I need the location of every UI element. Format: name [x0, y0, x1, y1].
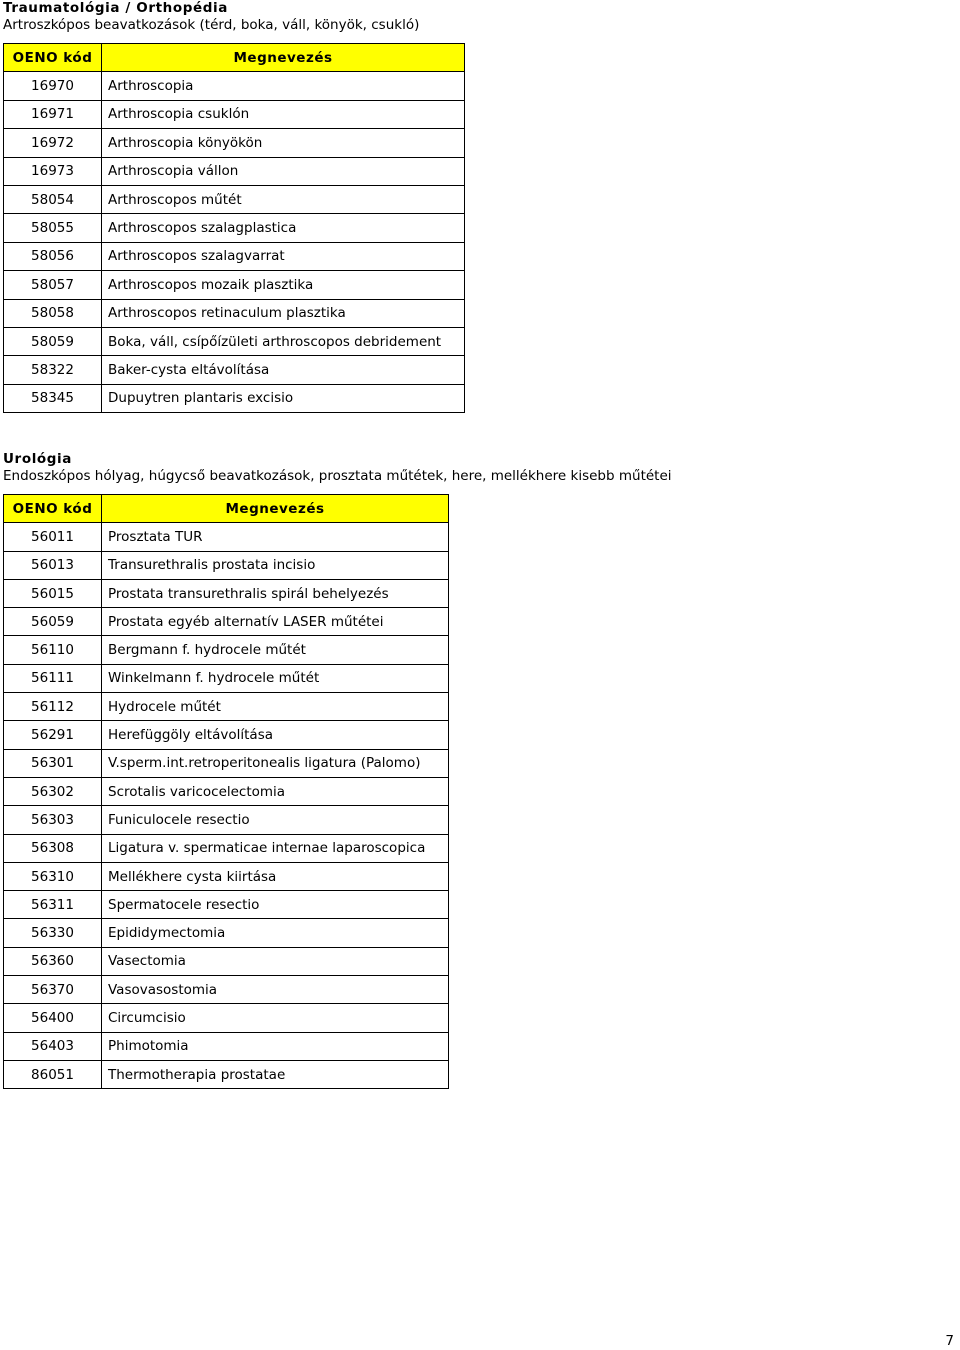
- table-header-row: [4, 44, 465, 72]
- section-traumatologia: [3, 0, 465, 413]
- row-code: 56011: [4, 523, 102, 551]
- row-code: 58322: [4, 356, 102, 384]
- row-code: 56311: [4, 891, 102, 919]
- row-name: Arthroscopos szalagvarrat: [102, 242, 465, 270]
- row-code: 56310: [4, 862, 102, 890]
- row-code: 58054: [4, 185, 102, 213]
- row-code: 56302: [4, 777, 102, 805]
- table-row: [4, 1060, 449, 1088]
- row-code: 56291: [4, 721, 102, 749]
- table-row: [4, 777, 449, 805]
- row-name: Boka, váll, csípőízületi arthroscopos debridement: [102, 327, 465, 355]
- table-row: [4, 384, 465, 412]
- row-name: Prosztata TUR: [102, 523, 449, 551]
- row-code: 56370: [4, 976, 102, 1004]
- table-row: [4, 862, 449, 890]
- table-row: [4, 579, 449, 607]
- row-name: Vasectomia: [102, 947, 449, 975]
- table-row: [4, 976, 449, 1004]
- table-row: [4, 721, 449, 749]
- table-row: [4, 299, 465, 327]
- row-name: Baker-cysta eltávolítása: [102, 356, 465, 384]
- procedures-table: [3, 43, 465, 413]
- table-row: [4, 100, 465, 128]
- row-name: Mellékhere cysta kiirtása: [102, 862, 449, 890]
- page-number: 7: [945, 1333, 954, 1349]
- section-title: Traumatológia / Orthopédia: [3, 0, 228, 16]
- row-code: 56015: [4, 579, 102, 607]
- table-row: [4, 214, 465, 242]
- row-code: 16972: [4, 129, 102, 157]
- table-row: [4, 806, 449, 834]
- row-code: 56400: [4, 1004, 102, 1032]
- table-header-row: [4, 495, 449, 523]
- table-row: [4, 72, 465, 100]
- section-title: Urológia: [3, 451, 72, 467]
- row-name: Hydrocele műtét: [102, 693, 449, 721]
- row-name: Arthroscopos szalagplastica: [102, 214, 465, 242]
- row-name: Funiculocele resectio: [102, 806, 449, 834]
- table-row: [4, 834, 449, 862]
- row-name: Prostata transurethralis spirál behelyezés: [102, 579, 449, 607]
- column-header-name: Megnevezés: [102, 44, 465, 72]
- row-code: 16970: [4, 72, 102, 100]
- row-name: Circumcisio: [102, 1004, 449, 1032]
- row-name: Scrotalis varicocelectomia: [102, 777, 449, 805]
- table-row: [4, 891, 449, 919]
- row-name: Arthroscopia könyökön: [102, 129, 465, 157]
- row-code: 56330: [4, 919, 102, 947]
- row-code: 16971: [4, 100, 102, 128]
- row-name: Bergmann f. hydrocele műtét: [102, 636, 449, 664]
- table-row: [4, 356, 465, 384]
- row-name: Vasovasostomia: [102, 976, 449, 1004]
- row-name: Prostata egyéb alternatív LASER műtétei: [102, 608, 449, 636]
- row-name: Herefüggöly eltávolítása: [102, 721, 449, 749]
- row-code: 56111: [4, 664, 102, 692]
- table-row: [4, 551, 449, 579]
- row-code: 56013: [4, 551, 102, 579]
- table-row: [4, 636, 449, 664]
- table-row: [4, 693, 449, 721]
- table-row: [4, 523, 449, 551]
- row-code: 56059: [4, 608, 102, 636]
- section-subtitle: Artroszkópos beavatkozások (térd, boka, váll, könyök, csukló): [3, 17, 420, 33]
- row-name: V.sperm.int.retroperitonealis ligatura (Palomo): [102, 749, 449, 777]
- table-row: [4, 242, 465, 270]
- row-name: Phimotomia: [102, 1032, 449, 1060]
- row-code: 56308: [4, 834, 102, 862]
- row-code: 56112: [4, 693, 102, 721]
- row-code: 58345: [4, 384, 102, 412]
- row-name: Arthroscopos műtét: [102, 185, 465, 213]
- row-code: 58056: [4, 242, 102, 270]
- row-code: 58058: [4, 299, 102, 327]
- row-code: 56301: [4, 749, 102, 777]
- row-name: Epididymectomia: [102, 919, 449, 947]
- row-name: Thermotherapia prostatae: [102, 1060, 449, 1088]
- table-row: [4, 664, 449, 692]
- row-code: 58055: [4, 214, 102, 242]
- column-header-name: Megnevezés: [102, 495, 449, 523]
- column-header-code: OENO kód: [4, 495, 102, 523]
- row-name: Spermatocele resectio: [102, 891, 449, 919]
- row-code: 86051: [4, 1060, 102, 1088]
- column-header-code: OENO kód: [4, 44, 102, 72]
- table-row: [4, 1032, 449, 1060]
- table-row: [4, 185, 465, 213]
- procedures-table: [3, 494, 449, 1089]
- row-name: Arthroscopos mozaik plasztika: [102, 271, 465, 299]
- table-row: [4, 919, 449, 947]
- row-name: Transurethralis prostata incisio: [102, 551, 449, 579]
- table-row: [4, 1004, 449, 1032]
- row-name: Arthroscopia: [102, 72, 465, 100]
- table-row: [4, 327, 465, 355]
- table-row: [4, 749, 449, 777]
- row-code: 58057: [4, 271, 102, 299]
- row-name: Arthroscopia csuklón: [102, 100, 465, 128]
- row-code: 56303: [4, 806, 102, 834]
- row-name: Arthroscopia vállon: [102, 157, 465, 185]
- table-row: [4, 608, 449, 636]
- table-row: [4, 271, 465, 299]
- table-row: [4, 157, 465, 185]
- row-code: 16973: [4, 157, 102, 185]
- table-row: [4, 129, 465, 157]
- table-row: [4, 947, 449, 975]
- row-name: Dupuytren plantaris excisio: [102, 384, 465, 412]
- section-subtitle: Endoszkópos hólyag, húgycső beavatkozások, prosztata műtétek, here, mellékhere kisebb műtétei: [3, 468, 672, 484]
- section-urologia: [3, 451, 672, 1089]
- row-code: 58059: [4, 327, 102, 355]
- row-code: 56403: [4, 1032, 102, 1060]
- row-name: Ligatura v. spermaticae internae laparoscopica: [102, 834, 449, 862]
- row-code: 56110: [4, 636, 102, 664]
- row-name: Arthroscopos retinaculum plasztika: [102, 299, 465, 327]
- row-name: Winkelmann f. hydrocele műtét: [102, 664, 449, 692]
- row-code: 56360: [4, 947, 102, 975]
